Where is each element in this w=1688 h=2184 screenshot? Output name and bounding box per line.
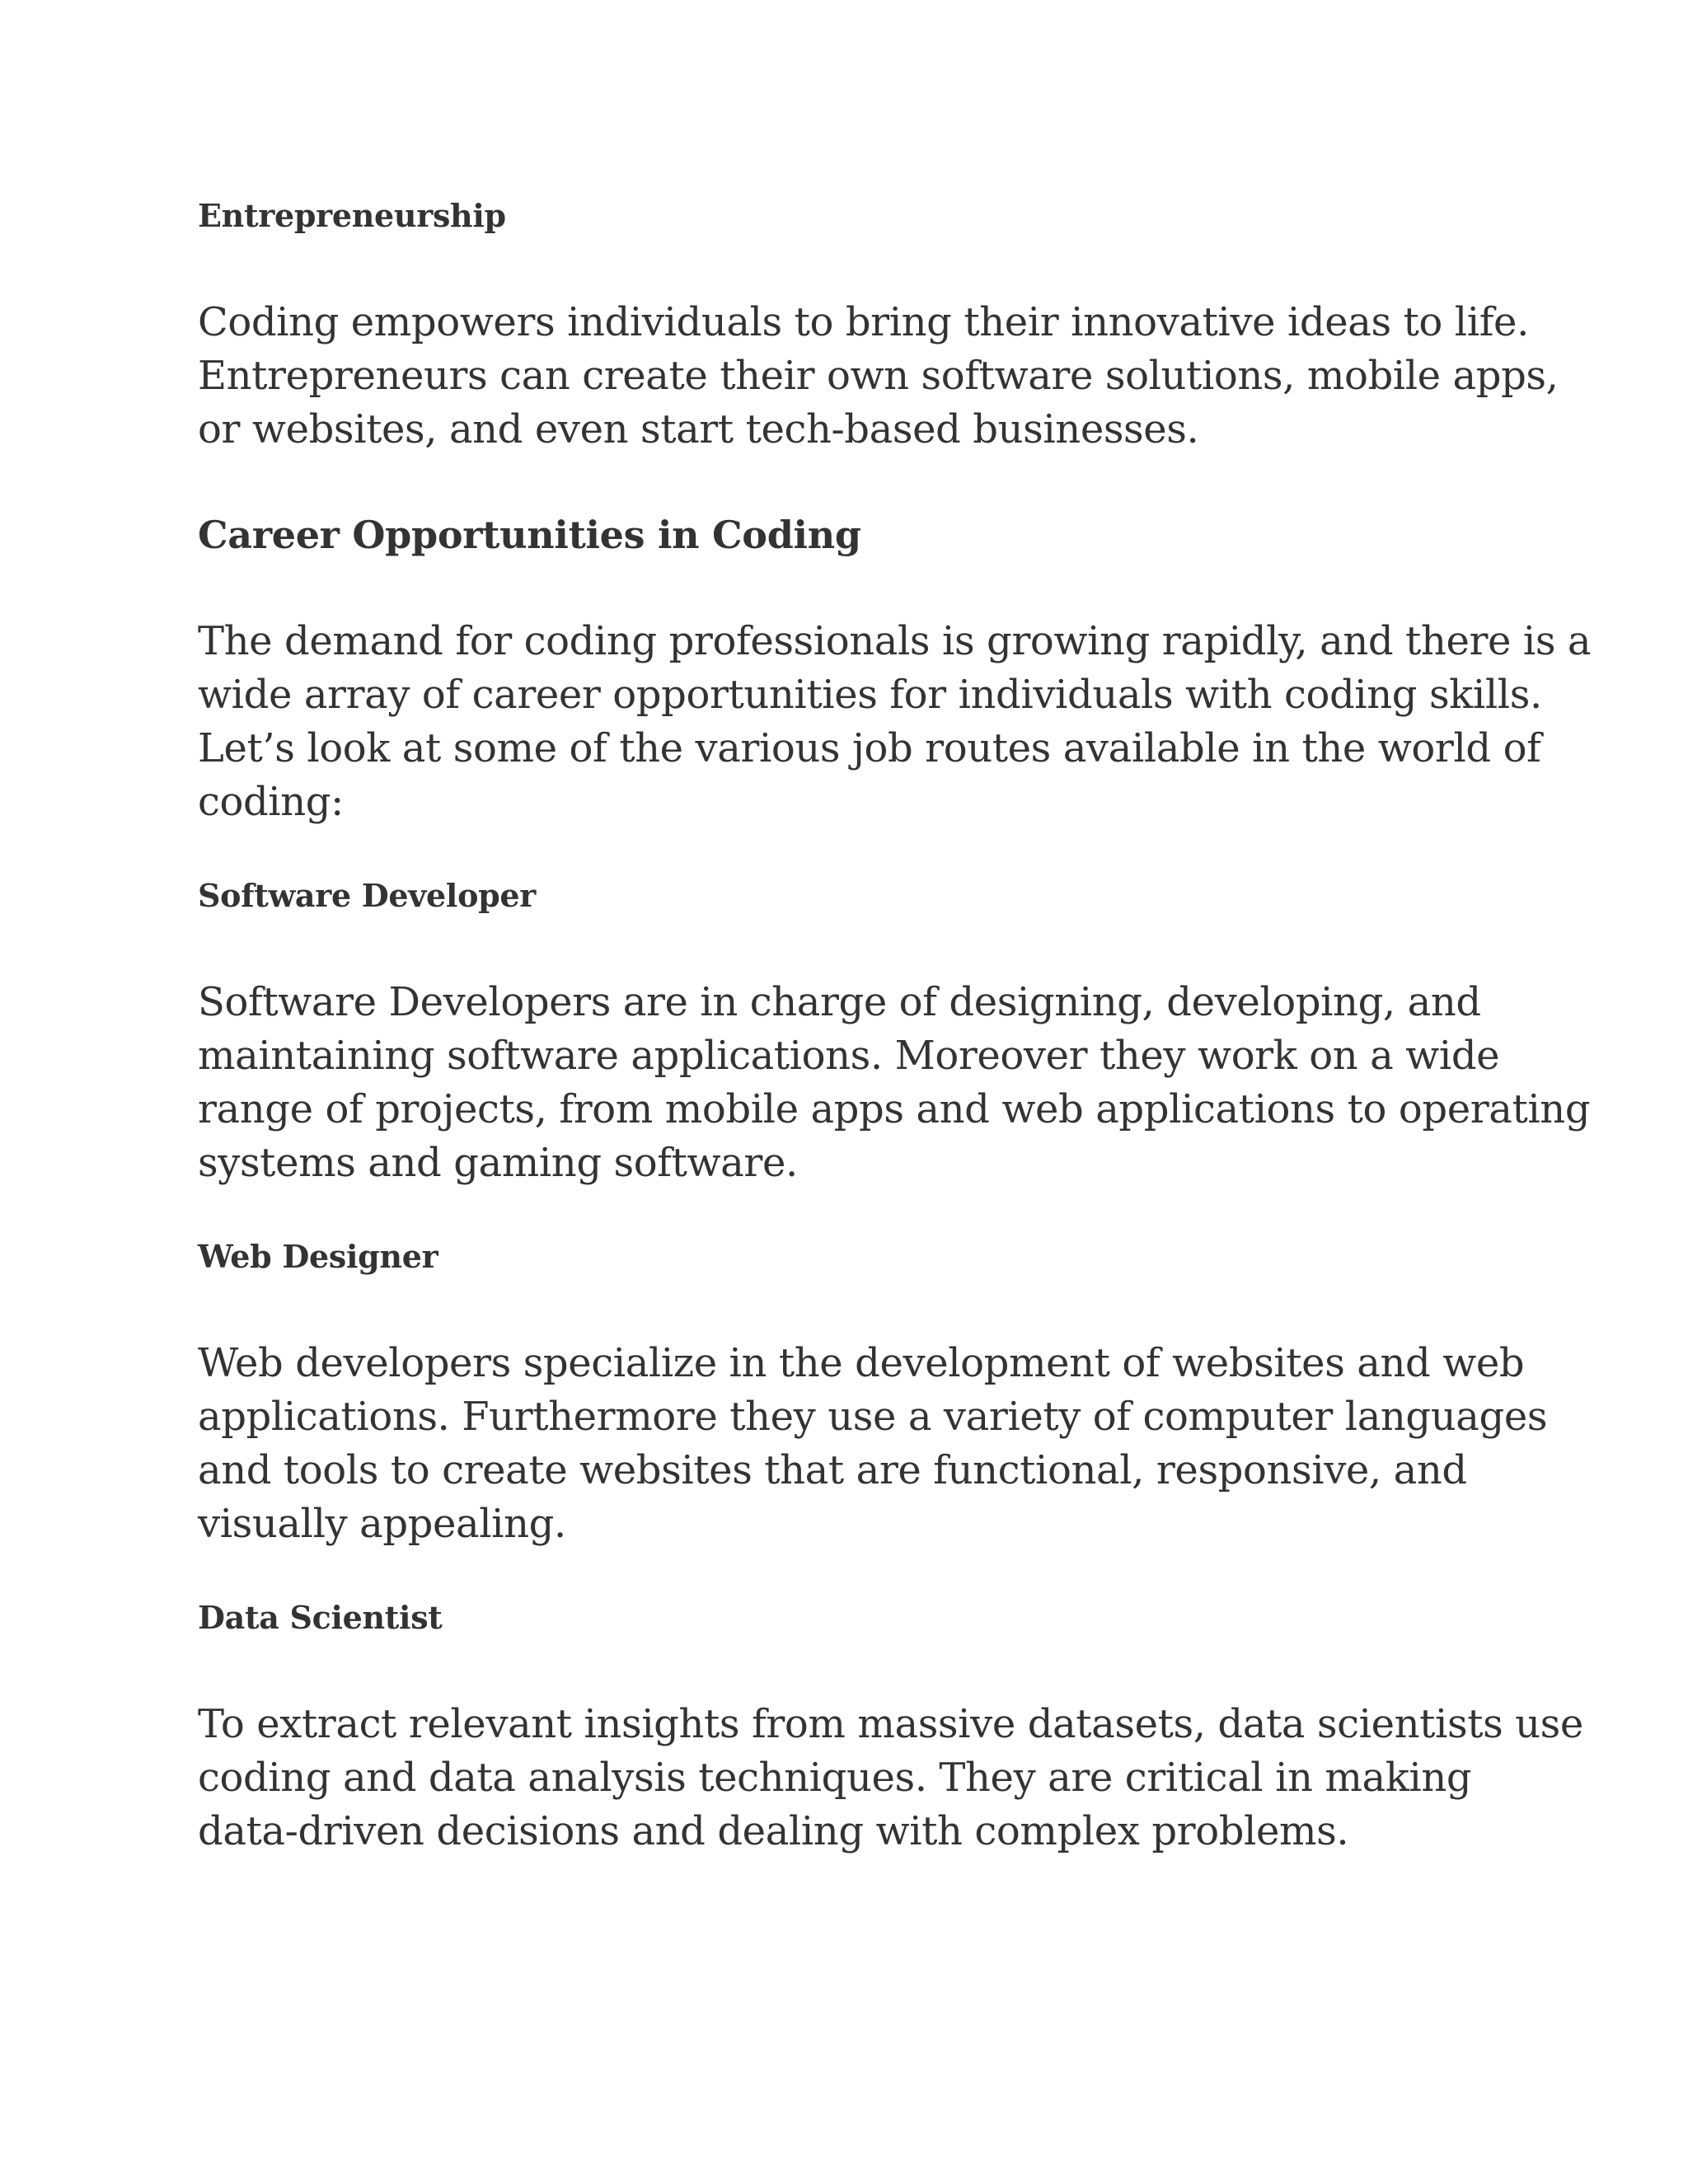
paragraph-web-designer: [198, 1337, 1548, 1551]
paragraph-career-opportunities: [198, 615, 1592, 829]
paragraph-line: wide array of career opportunities for individuals with coding skills.: [198, 672, 1542, 718]
paragraph-line: Let’s look at some of the various job routes available in the world of: [198, 725, 1541, 771]
paragraph-line: Entrepreneurs can create their own software solutions, mobile apps,: [198, 353, 1559, 399]
heading-entrepreneurship: Entrepreneurship: [198, 197, 506, 234]
paragraph-line: Web developers specialize in the development of websites and web: [198, 1340, 1525, 1386]
paragraph-line: To extract relevant insights from massive datasets, data scientists use: [198, 1701, 1583, 1747]
heading-career-opportunities: Career Opportunities in Coding: [198, 513, 861, 557]
paragraph-line: systems and gaming software.: [198, 1140, 798, 1186]
paragraph-line: applications. Furthermore they use a variety of computer languages: [198, 1394, 1548, 1440]
paragraph-line: range of projects, from mobile apps and web applications to operating: [198, 1086, 1591, 1132]
heading-software-developer: Software Developer: [198, 877, 536, 914]
paragraph-line: coding:: [198, 779, 344, 825]
paragraph-line: Coding empowers individuals to bring their innovative ideas to life.: [198, 299, 1529, 345]
paragraph-line: maintaining software applications. Moreover they work on a wide: [198, 1033, 1500, 1079]
paragraph-entrepreneurship: [198, 296, 1559, 457]
paragraph-software-developer: [198, 976, 1591, 1190]
heading-data-scientist: Data Scientist: [198, 1599, 443, 1636]
paragraph-line: and tools to create websites that are functional, responsive, and: [198, 1447, 1467, 1493]
paragraph-data-scientist: [198, 1698, 1583, 1858]
paragraph-line: The demand for coding professionals is growing rapidly, and there is a: [198, 618, 1592, 664]
paragraph-line: Software Developers are in charge of designing, developing, and: [198, 979, 1481, 1025]
paragraph-line: coding and data analysis techniques. They are critical in making: [198, 1755, 1472, 1801]
heading-web-designer: Web Designer: [198, 1238, 438, 1275]
paragraph-line: or websites, and even start tech-based businesses.: [198, 406, 1199, 452]
document-body: [198, 194, 1592, 1912]
paragraph-line: visually appealing.: [198, 1501, 566, 1547]
paragraph-line: data-driven decisions and dealing with complex problems.: [198, 1808, 1349, 1854]
